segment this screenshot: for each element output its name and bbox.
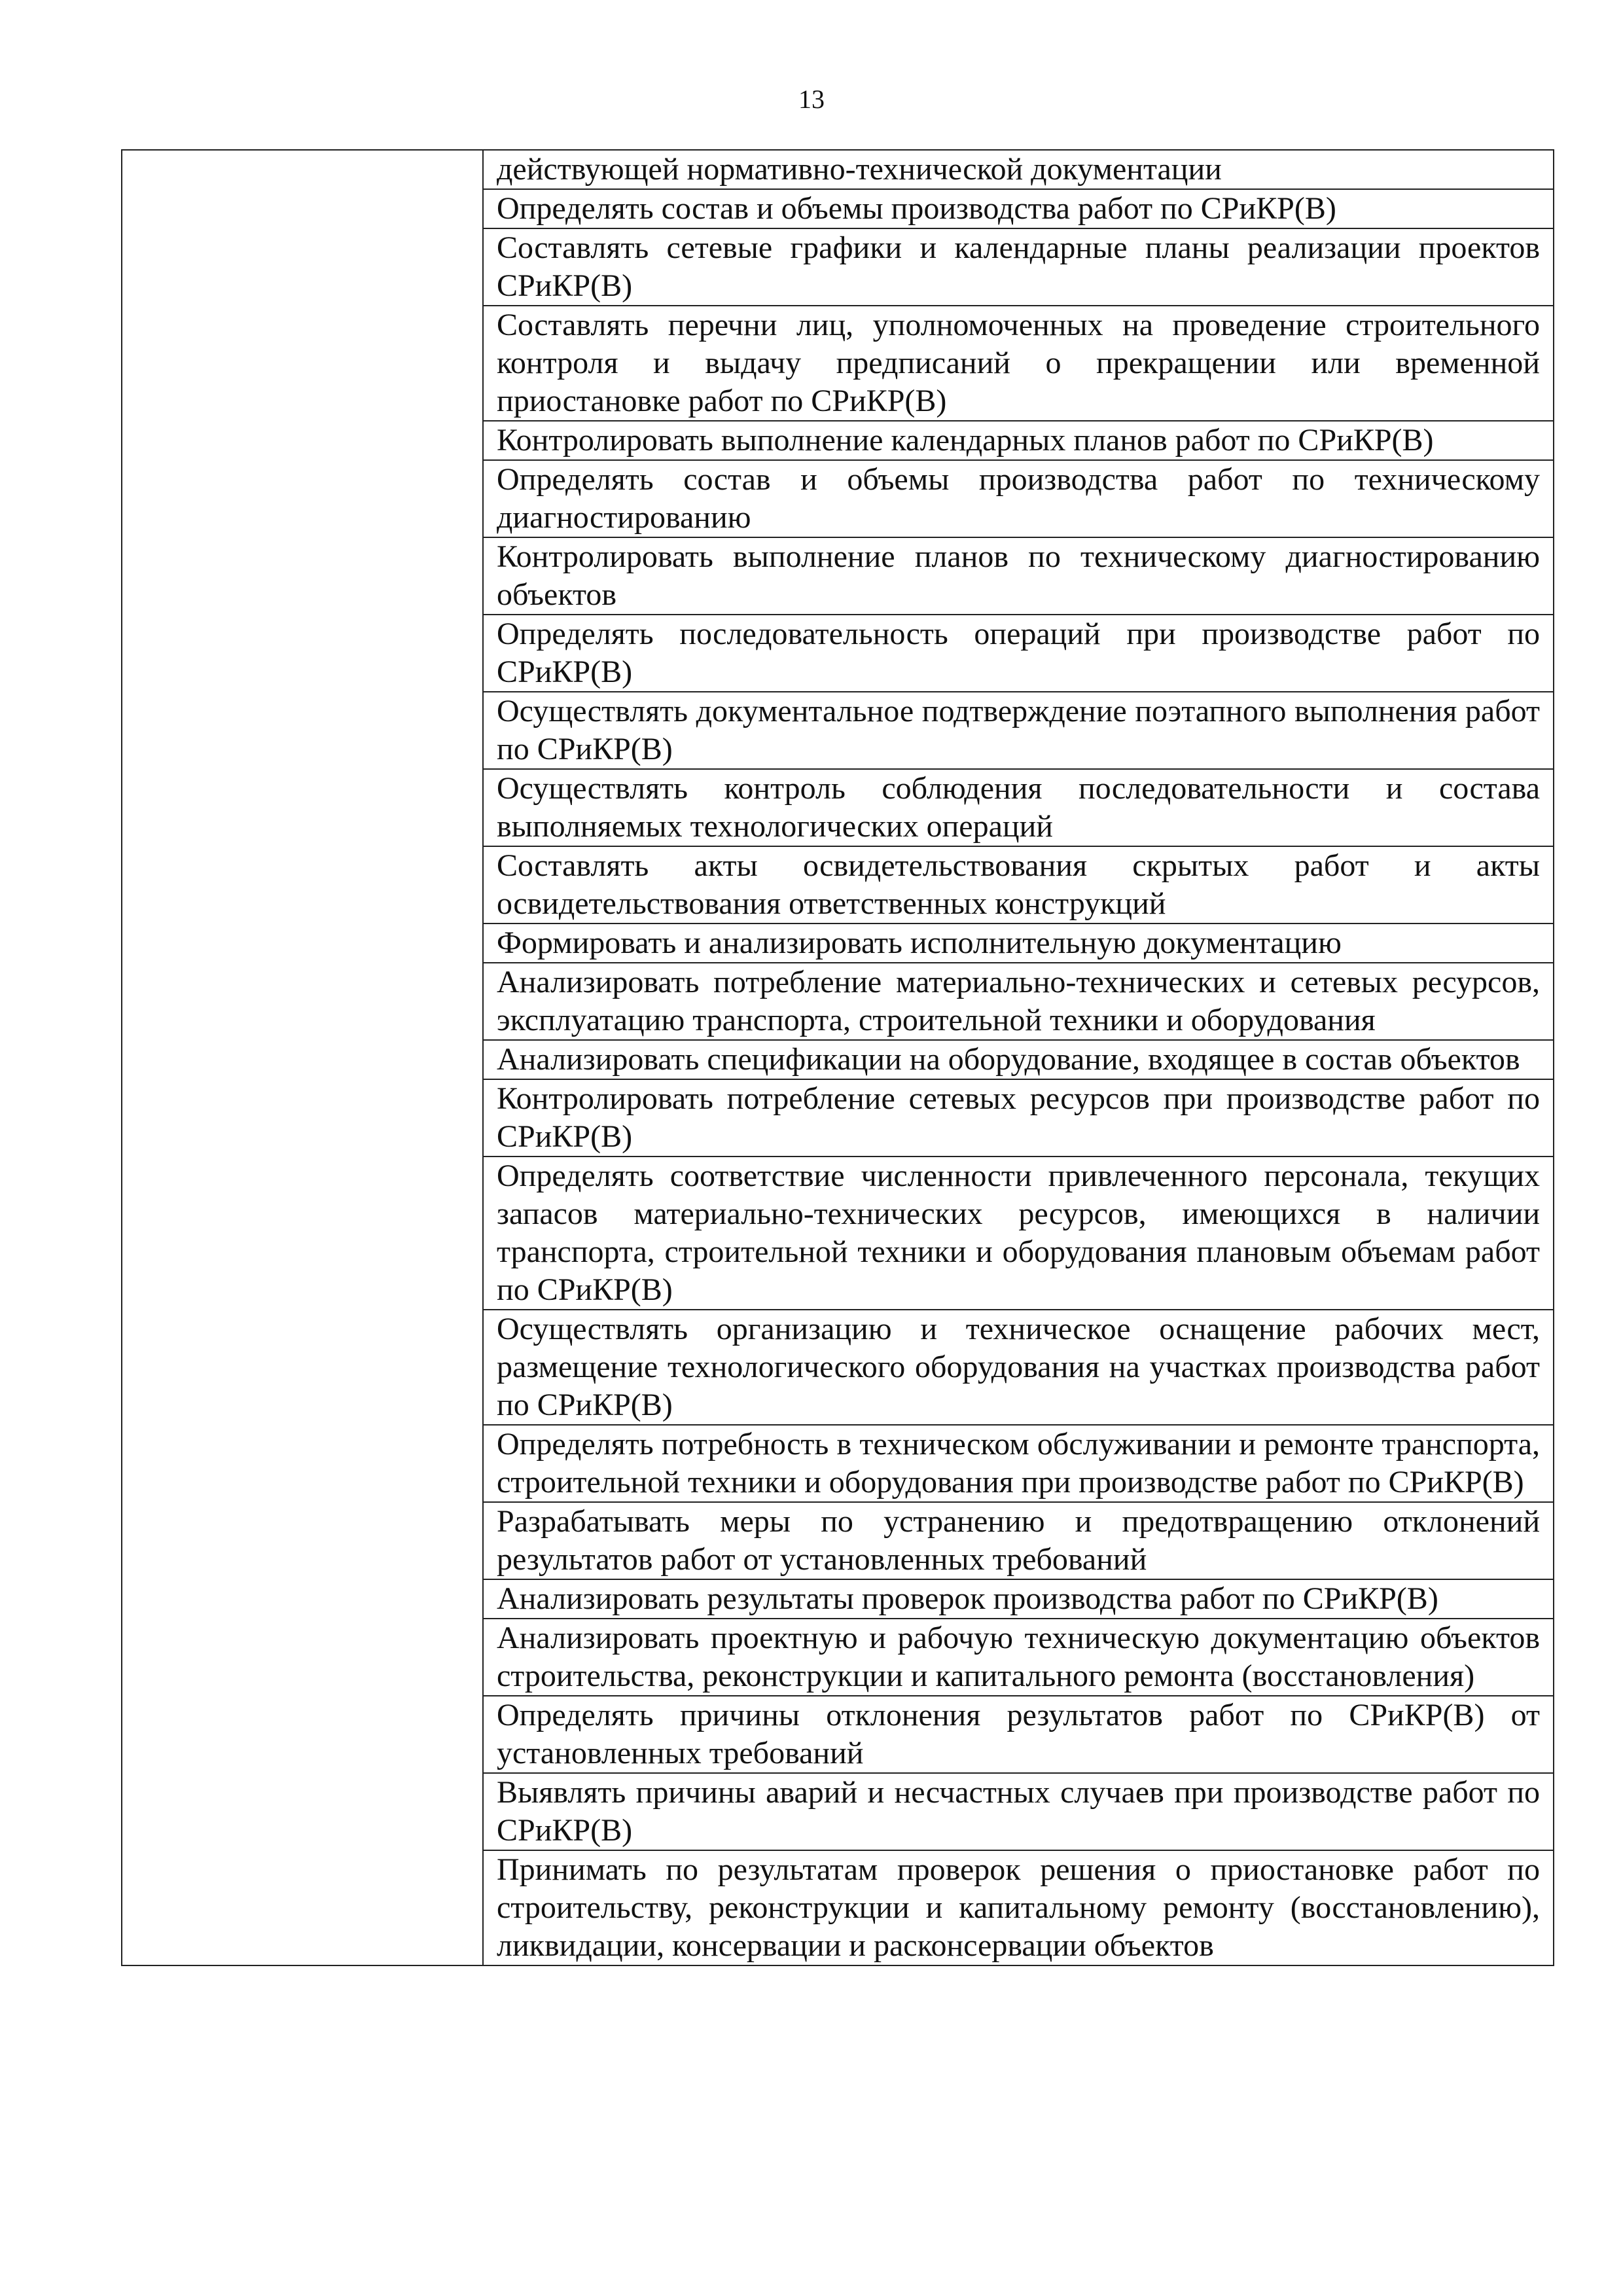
skill-cell bbox=[483, 1579, 1554, 1619]
skill-text: Осуществлять документальное подтверждение поэтапного выполнения работ по СРиКР(В) bbox=[497, 694, 1540, 766]
skill-text: Определять последовательность операций при производстве работ по СРиКР(В) bbox=[497, 617, 1540, 689]
skill-cell bbox=[483, 1696, 1554, 1773]
skill-text: Определять состав и объемы производства работ по техническому диагностированию bbox=[497, 462, 1540, 535]
skill-text: Определять причины отклонения результатов работ по СРиКР(В) от установленных требований bbox=[497, 1698, 1540, 1770]
skill-cell bbox=[483, 1157, 1554, 1310]
empty-left-column-cell bbox=[122, 150, 483, 1965]
skills-table-body bbox=[122, 150, 1554, 1965]
skill-cell bbox=[483, 306, 1554, 421]
skill-cell bbox=[483, 537, 1554, 615]
table-row bbox=[122, 150, 1554, 189]
page-number: 13 bbox=[798, 84, 825, 114]
skill-text: Осуществлять контроль соблюдения последовательности и состава выполняемых технологических операций bbox=[497, 771, 1540, 844]
skill-cell bbox=[483, 692, 1554, 769]
skill-cell bbox=[483, 1040, 1554, 1079]
skill-text: Формировать и анализировать исполнительную документацию bbox=[497, 925, 1342, 960]
skill-text: Анализировать спецификации на оборудование, входящее в состав объектов bbox=[497, 1042, 1520, 1077]
skill-cell bbox=[483, 460, 1554, 537]
skill-cell bbox=[483, 963, 1554, 1040]
skill-cell bbox=[483, 769, 1554, 846]
skill-cell bbox=[483, 1619, 1554, 1696]
skill-text: действующей нормативно-технической документации bbox=[497, 152, 1222, 187]
skill-text: Анализировать проектную и рабочую техническую документацию объектов строительства, реконструкции и капитального ремонта (восстановления) bbox=[497, 1621, 1540, 1693]
skill-cell bbox=[483, 1079, 1554, 1157]
skill-text: Анализировать результаты проверок производства работ по СРиКР(В) bbox=[497, 1581, 1438, 1616]
skill-cell bbox=[483, 1850, 1554, 1965]
skill-cell bbox=[483, 1310, 1554, 1425]
skill-text: Контролировать выполнение планов по техническому диагностированию объектов bbox=[497, 539, 1540, 612]
skill-text: Принимать по результатам проверок решения о приостановке работ по строительству, реконструкции и капитальному ремонту (восстановлению), ликвидации, консервации и расконсервации объектов bbox=[497, 1852, 1540, 1963]
skill-cell bbox=[483, 846, 1554, 924]
skill-cell bbox=[483, 1773, 1554, 1850]
skill-cell bbox=[483, 421, 1554, 460]
skill-cell bbox=[483, 228, 1554, 306]
skill-text: Контролировать выполнение календарных планов работ по СРиКР(В) bbox=[497, 423, 1434, 457]
skill-text: Определять потребность в техническом обслуживании и ремонте транспорта, строительной техники и оборудования при производстве работ по СРиКР(В) bbox=[497, 1427, 1540, 1499]
skill-text: Контролировать потребление сетевых ресурсов при производстве работ по СРиКР(В) bbox=[497, 1081, 1540, 1154]
skill-text: Разрабатывать меры по устранению и предотвращению отклонений результатов работ от установленных требований bbox=[497, 1504, 1540, 1577]
skill-text: Составлять перечни лиц, уполномоченных на проведение строительного контроля и выдачу предписаний о прекращении или временной приостановке работ по СРиКР(В) bbox=[497, 308, 1540, 418]
skill-text: Составлять акты освидетельствования скрытых работ и акты освидетельствования ответственных конструкций bbox=[497, 848, 1540, 921]
skill-cell bbox=[483, 150, 1554, 189]
skill-text: Осуществлять организацию и техническое оснащение рабочих мест, размещение технологического оборудования на участках производства работ по СРиКР(В) bbox=[497, 1312, 1540, 1422]
skill-cell bbox=[483, 1425, 1554, 1502]
skill-text: Составлять сетевые графики и календарные планы реализации проектов СРиКР(В) bbox=[497, 230, 1540, 303]
skill-cell bbox=[483, 615, 1554, 692]
skill-cell bbox=[483, 924, 1554, 963]
skills-table bbox=[121, 149, 1554, 1966]
skill-text: Определять состав и объемы производства работ по СРиКР(В) bbox=[497, 191, 1336, 226]
skill-text: Определять соответствие численности привлеченного персонала, текущих запасов материально-технических ресурсов, имеющихся в наличии транспорта, строительной техники и оборудования плановым объемам работ по СРиКР(В) bbox=[497, 1158, 1540, 1307]
skill-cell bbox=[483, 189, 1554, 228]
skill-text: Анализировать потребление материально-технических и сетевых ресурсов, эксплуатацию транспорта, строительной техники и оборудования bbox=[497, 965, 1540, 1037]
skill-text: Выявлять причины аварий и несчастных случаев при производстве работ по СРиКР(В) bbox=[497, 1775, 1540, 1848]
skill-cell bbox=[483, 1502, 1554, 1579]
